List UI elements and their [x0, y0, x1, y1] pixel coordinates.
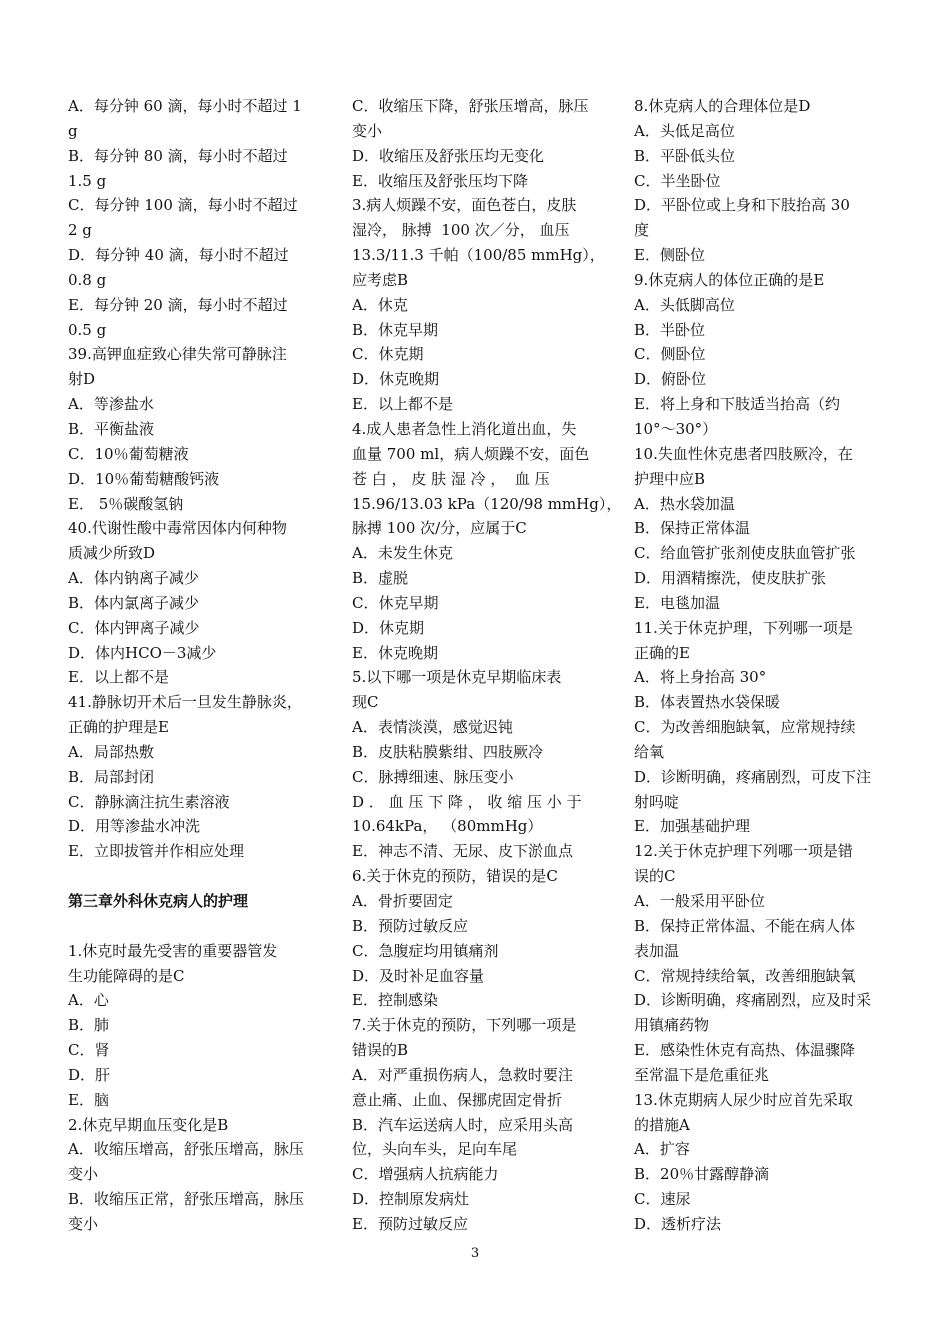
text-line: C．肾	[68, 1041, 110, 1060]
text-line: 变小	[68, 1165, 99, 1184]
text-line: A．一般采用平卧位	[634, 892, 765, 910]
text-line: E．控制感染	[352, 991, 438, 1010]
text-line: 2.休克早期血压变化是B	[68, 1115, 229, 1134]
text-line: 40.代谢性酸中毒常因体内何种物	[68, 519, 287, 538]
text-line: C．每分钟 100 滴，每小时不超过	[68, 196, 298, 215]
text-line: C．10％葡萄糖液	[68, 444, 189, 463]
text-line: B．每分钟 80 滴，每小时不超过	[68, 146, 288, 165]
text-line: C．速尿	[634, 1190, 691, 1209]
text-line: A．休克	[352, 295, 408, 314]
text-line: 至常温下是危重征兆	[634, 1065, 770, 1084]
text-line: 现C	[352, 693, 379, 712]
text-line: 位，头向车头，足向车尾	[352, 1140, 518, 1159]
text-line: 血量 700 ml，病人烦躁不安，面色	[352, 444, 590, 463]
column-middle	[352, 94, 622, 1237]
text-line: 12.关于休克护理下列哪一项是错	[634, 842, 853, 861]
text-line: 0.5 g	[68, 320, 107, 339]
text-line: 正确的护理是E	[68, 718, 169, 737]
blank-line	[68, 864, 326, 889]
text-line: D．透析疗法	[634, 1214, 722, 1233]
text-line: A．扩容	[634, 1140, 690, 1159]
text-line: B．预防过敏反应	[352, 916, 469, 935]
text-line: 13.休克期病人尿少时应首先采取	[634, 1090, 853, 1109]
text-line: A．头低脚高位	[634, 295, 735, 314]
text-line: 的措施A	[634, 1115, 690, 1134]
text-line: 10.失血性休克患者四肢厥冷，在	[634, 444, 853, 463]
text-line: B．保持正常体温、不能在病人体	[634, 916, 856, 935]
chapter-heading: 第三章外科休克病人的护理	[68, 892, 249, 910]
column-right	[634, 94, 884, 1237]
text-line: B．局部封闭	[68, 767, 155, 786]
text-line: D．平卧位或上身和下肢抬高 30	[634, 196, 850, 215]
text-line: A．未发生休克	[352, 544, 453, 563]
text-line: B．收缩压正常，舒张压增高，脉压	[68, 1190, 305, 1209]
text-line: C．休克期	[352, 345, 424, 364]
text-line: B．体表置热水袋保暖	[634, 693, 781, 712]
text-line: E．预防过敏反应	[352, 1214, 468, 1233]
text-line: 湿冷， 脉搏 100 次／分， 血压	[352, 221, 570, 240]
text-line: 6.关于休克的预防，错误的是C	[352, 867, 558, 886]
text-line: D．收缩压及舒张压均无变化	[352, 146, 545, 165]
text-line: B．皮肤粘膜紫绀、四肢厥冷	[352, 742, 544, 761]
text-line: A．热水袋加温	[634, 494, 735, 513]
text-line: A．表情淡漠，感觉迟钝	[352, 718, 513, 737]
text-line: 正确的E	[634, 643, 690, 662]
text-line: E．加强基础护理	[634, 817, 750, 836]
text-line: 质减少所致D	[68, 544, 156, 563]
text-line: E．侧卧位	[634, 246, 705, 265]
text-line: 15.96/13.03 kPa（120/98 mmHg），	[352, 494, 622, 513]
text-line: D．诊断明确，疼痛剧烈，应及时采	[634, 991, 872, 1010]
text-line: A．骨折要固定	[352, 892, 453, 910]
text-line: B．20％甘露醇静滴	[634, 1165, 770, 1184]
text-line: D．10％葡萄糖酸钙液	[68, 469, 220, 488]
text-line: 误的C	[634, 867, 676, 886]
text-line: D．休克晚期	[352, 370, 440, 389]
text-line: 10.64kPa， （80mmHg）	[352, 817, 543, 836]
text-line: E．电毯加温	[634, 593, 720, 612]
text-line: E．以上都不是	[68, 668, 169, 687]
text-line: 应考虑B	[352, 270, 409, 289]
text-line: B．虚脱	[352, 569, 409, 588]
text-line: 射吗啶	[634, 792, 680, 811]
text-line: B．肺	[68, 1016, 110, 1035]
text-line: A．收缩压增高，舒张压增高，脉压	[68, 1140, 304, 1159]
text-line: 表加温	[634, 941, 680, 960]
text-line: D．及时补足血容量	[352, 966, 485, 985]
column-left	[68, 94, 326, 1237]
text-line: E．以上都不是	[352, 395, 453, 414]
text-line: 41.静脉切开术后一旦发生静脉炎，	[68, 693, 302, 712]
text-line: 苍 白 ， 皮 肤 湿 冷 ， 血 压	[352, 469, 550, 488]
text-line: B．休克早期	[352, 320, 439, 339]
text-line: 错误的B	[352, 1041, 409, 1060]
text-line: E．休克晚期	[352, 643, 438, 662]
text-line: C．静脉滴注抗生素溶液	[68, 792, 230, 811]
text-line: 4.成人患者急性上消化道出血，失	[352, 419, 577, 438]
text-line: C．半坐卧位	[634, 171, 721, 190]
text-line: E．每分钟 20 滴，每小时不超过	[68, 295, 288, 314]
text-line: D．每分钟 40 滴，每小时不超过	[68, 246, 289, 265]
text-line: D．肝	[68, 1065, 111, 1084]
text-line: 8.休克病人的合理体位是D	[634, 97, 811, 115]
text-line: D．用等渗盐水冲洗	[68, 817, 201, 836]
text-line: D．诊断明确，疼痛剧烈，可皮下注	[634, 767, 872, 786]
text-line: 3.病人烦躁不安，面色苍白，皮肤	[352, 196, 577, 215]
text-line: C．增强病人抗病能力	[352, 1165, 499, 1184]
page-number: 3	[470, 1246, 480, 1261]
text-line: 7.关于休克的预防，下列哪一项是	[352, 1016, 577, 1035]
text-line: D．用酒精擦洗，使皮肤扩张	[634, 569, 827, 588]
text-line: C．常规持续给氧，改善细胞缺氧	[634, 966, 856, 985]
text-line: C．脉搏细速、脉压变小	[352, 767, 514, 786]
text-line: E．神志不清、无尿、皮下淤血点	[352, 842, 573, 861]
text-line: 给氧	[634, 742, 665, 761]
text-line: 2 g	[68, 221, 92, 240]
text-line: 度	[634, 221, 650, 240]
text-line: A．每分钟 60 滴，每小时不超过 1	[68, 97, 302, 115]
text-line: E．将上身和下肢适当抬高（约	[634, 395, 840, 414]
text-line: C．休克早期	[352, 593, 439, 612]
text-line: C．为改善细胞缺氧，应常规持续	[634, 718, 856, 737]
text-line: D．俯卧位	[634, 370, 707, 389]
text-line: A．头低足高位	[634, 121, 735, 140]
text-line: A．心	[68, 991, 109, 1010]
text-line: 变小	[352, 121, 383, 140]
text-line: B．半卧位	[634, 320, 706, 339]
text-line: E．脑	[68, 1090, 109, 1109]
text-line: 生功能障碍的是C	[68, 966, 185, 985]
text-line: E． 5％碳酸氢钠	[68, 494, 184, 513]
text-line: 1.5 g	[68, 171, 107, 190]
text-line: D．体内HCO－3减少	[68, 643, 217, 662]
text-line: E．感染性休克有高热、体温骤降	[634, 1041, 855, 1060]
text-line: 10°～30°）	[634, 419, 718, 438]
text-line: C．急腹症均用镇痛剂	[352, 941, 499, 960]
text-line: A．局部热敷	[68, 742, 154, 761]
text-line: B．汽车运送病人时，应采用头高	[352, 1115, 574, 1134]
text-line: 9.休克病人的体位正确的是E	[634, 270, 825, 289]
text-line: B．体内氯离子减少	[68, 593, 200, 612]
text-line: C．体内钾离子减少	[68, 618, 200, 637]
text-line: A．将上身抬高 30°	[634, 668, 767, 687]
text-line: 11.关于休克护理，下列哪一项是	[634, 618, 853, 637]
text-line: E．收缩压及舒张压均下降	[352, 171, 528, 190]
text-line: 射D	[68, 370, 96, 389]
text-line: 39.高钾血症致心律失常可静脉注	[68, 345, 287, 364]
text-line: 变小	[68, 1214, 99, 1233]
text-line: B．平卧低头位	[634, 146, 736, 165]
text-line: 脉搏 100 次/分，应属于C	[352, 519, 527, 538]
text-line: D ． 血 压 下 降 ， 收 缩 压 小 于	[352, 792, 582, 811]
text-line: 1.休克时最先受害的重要器管发	[68, 941, 278, 960]
text-line: 意止痛、止血、保挪虎固定骨折	[352, 1090, 563, 1109]
text-line: 护理中应B	[634, 469, 706, 488]
text-line: A．对严重损伤病人，急救时要注	[352, 1065, 573, 1084]
text-line: A．等渗盐水	[68, 395, 154, 414]
text-line: 5.以下哪一项是休克早期临床表	[352, 668, 562, 687]
text-line: B．平衡盐液	[68, 419, 155, 438]
text-line: 用镇痛药物	[634, 1016, 710, 1035]
text-line: g	[68, 121, 78, 140]
text-line: E．立即拔管并作相应处理	[68, 842, 244, 861]
text-line: B．保持正常体温	[634, 519, 751, 538]
text-line: C．给血管扩张剂使皮肤血管扩张	[634, 544, 856, 563]
text-line: D．休克期	[352, 618, 425, 637]
text-line: 0.8 g	[68, 270, 107, 289]
text-line: C．收缩压下降，舒张压增高，脉压	[352, 97, 589, 115]
text-line: C．侧卧位	[634, 345, 706, 364]
text-line: A．体内钠离子减少	[68, 569, 199, 588]
text-line: 13.3/11.3 千帕（100/85 mmHg），	[352, 246, 605, 265]
text-line: D．控制原发病灶	[352, 1190, 470, 1209]
blank-line	[68, 914, 326, 939]
